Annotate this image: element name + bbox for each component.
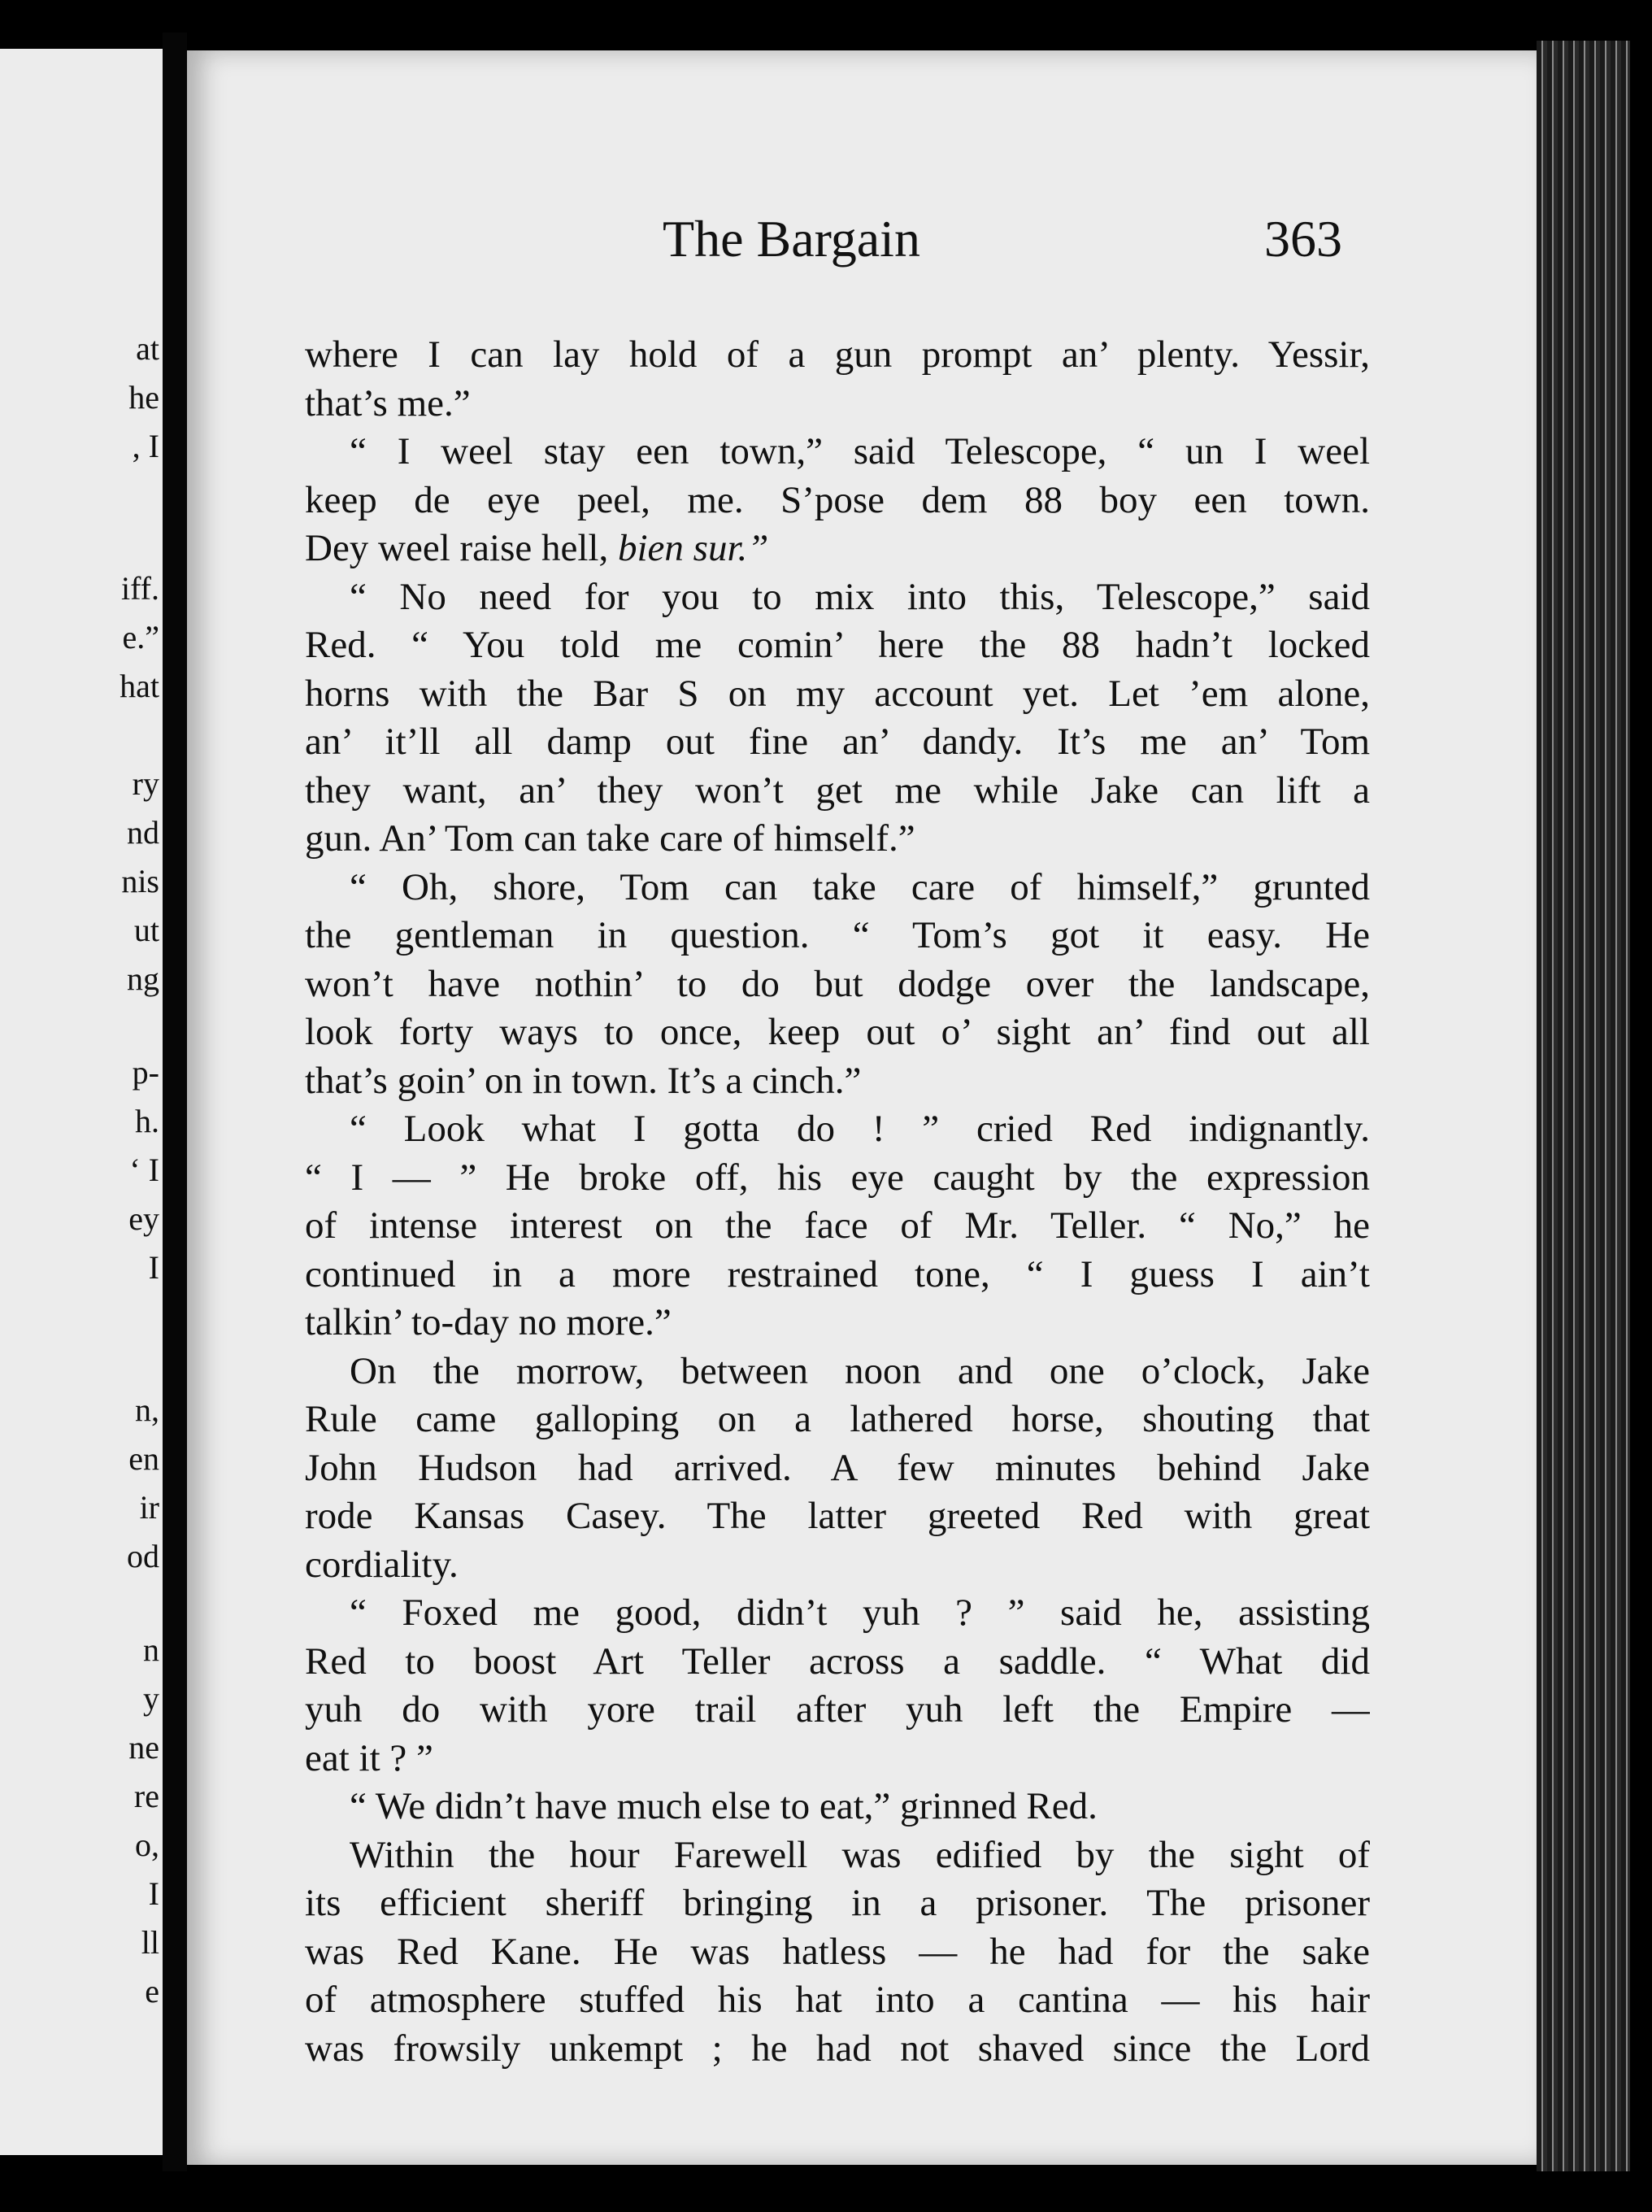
text-line: “ I weel stay een town,” said Telescope, “ un I weel [350, 430, 1370, 472]
text-line: keep de eye peel, me. S’pose dem 88 boy een town. [305, 478, 1370, 521]
text-line: eat it ? ” [305, 1736, 433, 1779]
page-title: The Bargain [663, 210, 920, 268]
text-line: of atmosphere stuffed his hat into a cantina — his hair [305, 1979, 1370, 2021]
fragment: at [136, 330, 159, 367]
text-line: John Hudson had arrived. A few minutes behind Jake [305, 1446, 1370, 1489]
fragment: hat [120, 668, 159, 704]
text-line: the gentleman in question. “ Tom’s got it easy. He [305, 914, 1370, 956]
facing-page [0, 49, 163, 2155]
body-text [305, 331, 1370, 2073]
fragment: ry [132, 765, 159, 802]
fragment: n [143, 1631, 159, 1668]
text-line: Within the hour Farewell was edified by the sight of [350, 1833, 1370, 1876]
text-line: Rule came galloping on a lathered horse, shouting that [305, 1398, 1370, 1440]
text-line: cordiality. [305, 1543, 459, 1586]
fragment: ey [128, 1200, 159, 1237]
fragment: p- [132, 1054, 159, 1091]
text-line: they want, an’ they won’t get me while Jake can lift a [305, 769, 1370, 812]
text-line: Red. “ You told me comin’ here the 88 hadn’t locked [305, 624, 1370, 666]
text-line: gun. An’ Tom can take care of himself.” [305, 817, 915, 860]
text-line: was frowsily unkempt ; he had not shaved since the Lord [305, 2027, 1370, 2070]
text-line: yuh do with yore trail after yuh left the Empire — [305, 1688, 1370, 1731]
text-line: rode Kansas Casey. The latter greeted Red with great [305, 1495, 1370, 1537]
book-page [187, 50, 1537, 2165]
fragment: I [148, 1249, 159, 1286]
fragment: ir [139, 1489, 159, 1526]
fragment: ‘ I [129, 1152, 159, 1188]
fragment: iff. [120, 570, 159, 607]
book-gutter [163, 33, 187, 2171]
text-line: On the morrow, between noon and one o’clock, Jake [350, 1349, 1370, 1392]
fragment: ng [127, 960, 159, 997]
text-line: that’s goin’ on in town. It’s a cinch.” [305, 1059, 862, 1102]
fragment: e.” [122, 619, 159, 655]
text-line: “ Oh, shore, Tom can take care of himself,” grunted [350, 865, 1370, 908]
text-line: an’ it’ll all damp out fine an’ dandy. It’s me an’ Tom [305, 721, 1370, 763]
text-line: Red to boost Art Teller across a saddle. “ What did [305, 1639, 1370, 1683]
text-line: continued in a more restrained tone, “ I guess I ain’t [305, 1252, 1370, 1295]
running-head [187, 193, 1537, 266]
fragment: o, [135, 1827, 159, 1863]
fragment: e [145, 1973, 159, 2010]
text-line: its efficient sheriff bringing in a prisoner. The prisoner [305, 1882, 1370, 1924]
text-run: Dey weel raise hell, [305, 527, 618, 569]
text-line: horns with the Bar S on my account yet. Let ’em alone, [305, 672, 1370, 715]
text-line: that’s me.” [305, 381, 471, 425]
italic-text: bien sur.” [617, 527, 769, 569]
fragment: ll [141, 1924, 159, 1961]
fragment: nis [121, 863, 159, 899]
text-line: “ I — ” He broke off, his eye caught by the expression [305, 1156, 1370, 1199]
fragment: he [128, 379, 159, 416]
page-edges [1537, 41, 1630, 2171]
fragment: , I [132, 428, 159, 464]
text-line: of intense interest on the face of Mr. Teller. “ No,” he [305, 1204, 1370, 1247]
text-line: “ Foxed me good, didn’t yuh ? ” said he, assisting [350, 1592, 1370, 1634]
text-line: “ We didn’t have much else to eat,” grinned Red. [350, 1785, 1098, 1827]
text-line: “ Look what I gotta do ! ” cried Red indignantly. [350, 1108, 1370, 1150]
text-line: where I can lay hold of a gun prompt an’ plenty. Yessir, [305, 333, 1370, 376]
text-line: was Red Kane. He was hatless — he had for the sake [305, 1930, 1370, 1973]
fragment: re [133, 1778, 159, 1814]
text-line: look forty ways to once, keep out o’ sight an’ find out all [305, 1011, 1370, 1053]
text-line: talkin’ to-day no more.” [305, 1301, 672, 1343]
fragment: od [127, 1538, 159, 1574]
fragment: ne [128, 1729, 159, 1766]
fragment: n, [135, 1391, 159, 1428]
fragment: I [148, 1875, 159, 1912]
fragment: y [143, 1680, 159, 1717]
fragment: en [128, 1440, 159, 1477]
text-line: won’t have nothin’ to do but dodge over the landscape, [305, 962, 1370, 1005]
text-line: “ No need for you to mix into this, Telescope,” said [350, 575, 1370, 618]
fragment: h. [135, 1103, 159, 1139]
fragment: ut [133, 912, 159, 948]
page-number: 363 [1264, 210, 1342, 268]
text-line [305, 525, 1370, 573]
fragment: nd [127, 814, 159, 851]
